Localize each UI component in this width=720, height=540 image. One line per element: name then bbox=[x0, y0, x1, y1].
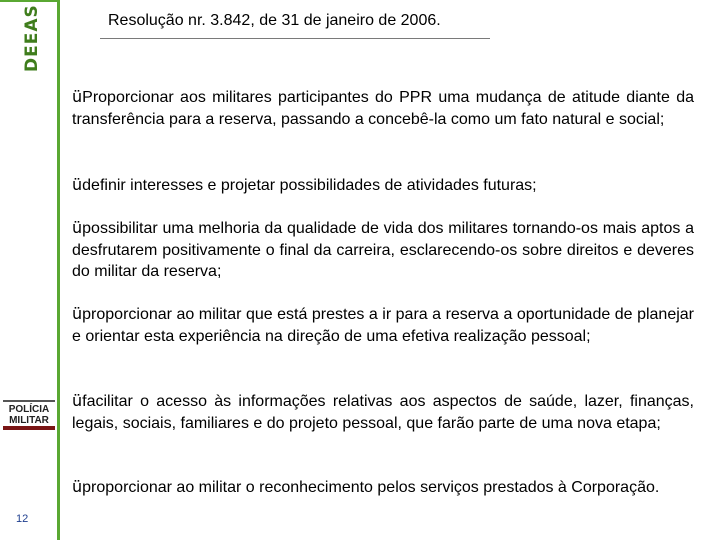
list-item-text: proporcionar ao militar o reconhecimento pelos serviços prestados à Corporação. bbox=[82, 479, 660, 496]
list-item bbox=[72, 174, 537, 197]
list-item bbox=[72, 86, 694, 130]
list-item-text: facilitar o acesso às informações relativas aos aspectos de saúde, lazer, finanças, legais, sociais, familiares e do projeto pessoal, que farão parte de uma nova etapa; bbox=[72, 393, 694, 432]
list-item-text: proporcionar ao militar que está prestes a ir para a reserva a oportunidade de planejar e orientar esta experiência na direção de uma efetiva realização pessoal; bbox=[72, 306, 694, 345]
sidebar bbox=[0, 0, 58, 540]
policia-militar-logo bbox=[2, 398, 56, 432]
checkmark-icon: ü bbox=[72, 218, 83, 237]
checkmark-icon: ü bbox=[72, 477, 83, 496]
list-item bbox=[72, 476, 659, 499]
title-underline bbox=[100, 38, 490, 39]
list-item-text: Proporcionar aos militares participantes do PPR uma mudança de atitude diante da transferência para a reserva, passando a concebê-la como um fato natural e social; bbox=[72, 89, 694, 128]
list-item bbox=[72, 303, 694, 347]
list-item-text: possibilitar uma melhoria da qualidade de vida dos militares tornando-os mais aptos a desfrutarem positivamente o final da carreira, esclarecendo-os sobre direitos e deveres do militar da reserva; bbox=[72, 220, 694, 280]
svg-text:MILITAR: MILITAR bbox=[9, 415, 49, 426]
checkmark-icon: ü bbox=[72, 87, 83, 106]
checkmark-icon: ü bbox=[72, 391, 83, 410]
svg-text:POLÍCIA: POLÍCIA bbox=[8, 404, 50, 415]
page-number: 12 bbox=[16, 513, 29, 525]
sidebar-label: DEEAS bbox=[22, 4, 42, 72]
sidebar-divider bbox=[57, 0, 60, 540]
list-item bbox=[72, 390, 694, 434]
checkmark-icon: ü bbox=[72, 175, 83, 194]
list-item-text: definir interesses e projetar possibilidades de atividades futuras; bbox=[82, 177, 537, 194]
list-item bbox=[72, 217, 694, 283]
checkmark-icon: ü bbox=[72, 304, 83, 323]
sidebar-top-rule bbox=[0, 0, 58, 2]
page-title: Resolução nr. 3.842, de 31 de janeiro de 2006. bbox=[108, 12, 441, 29]
